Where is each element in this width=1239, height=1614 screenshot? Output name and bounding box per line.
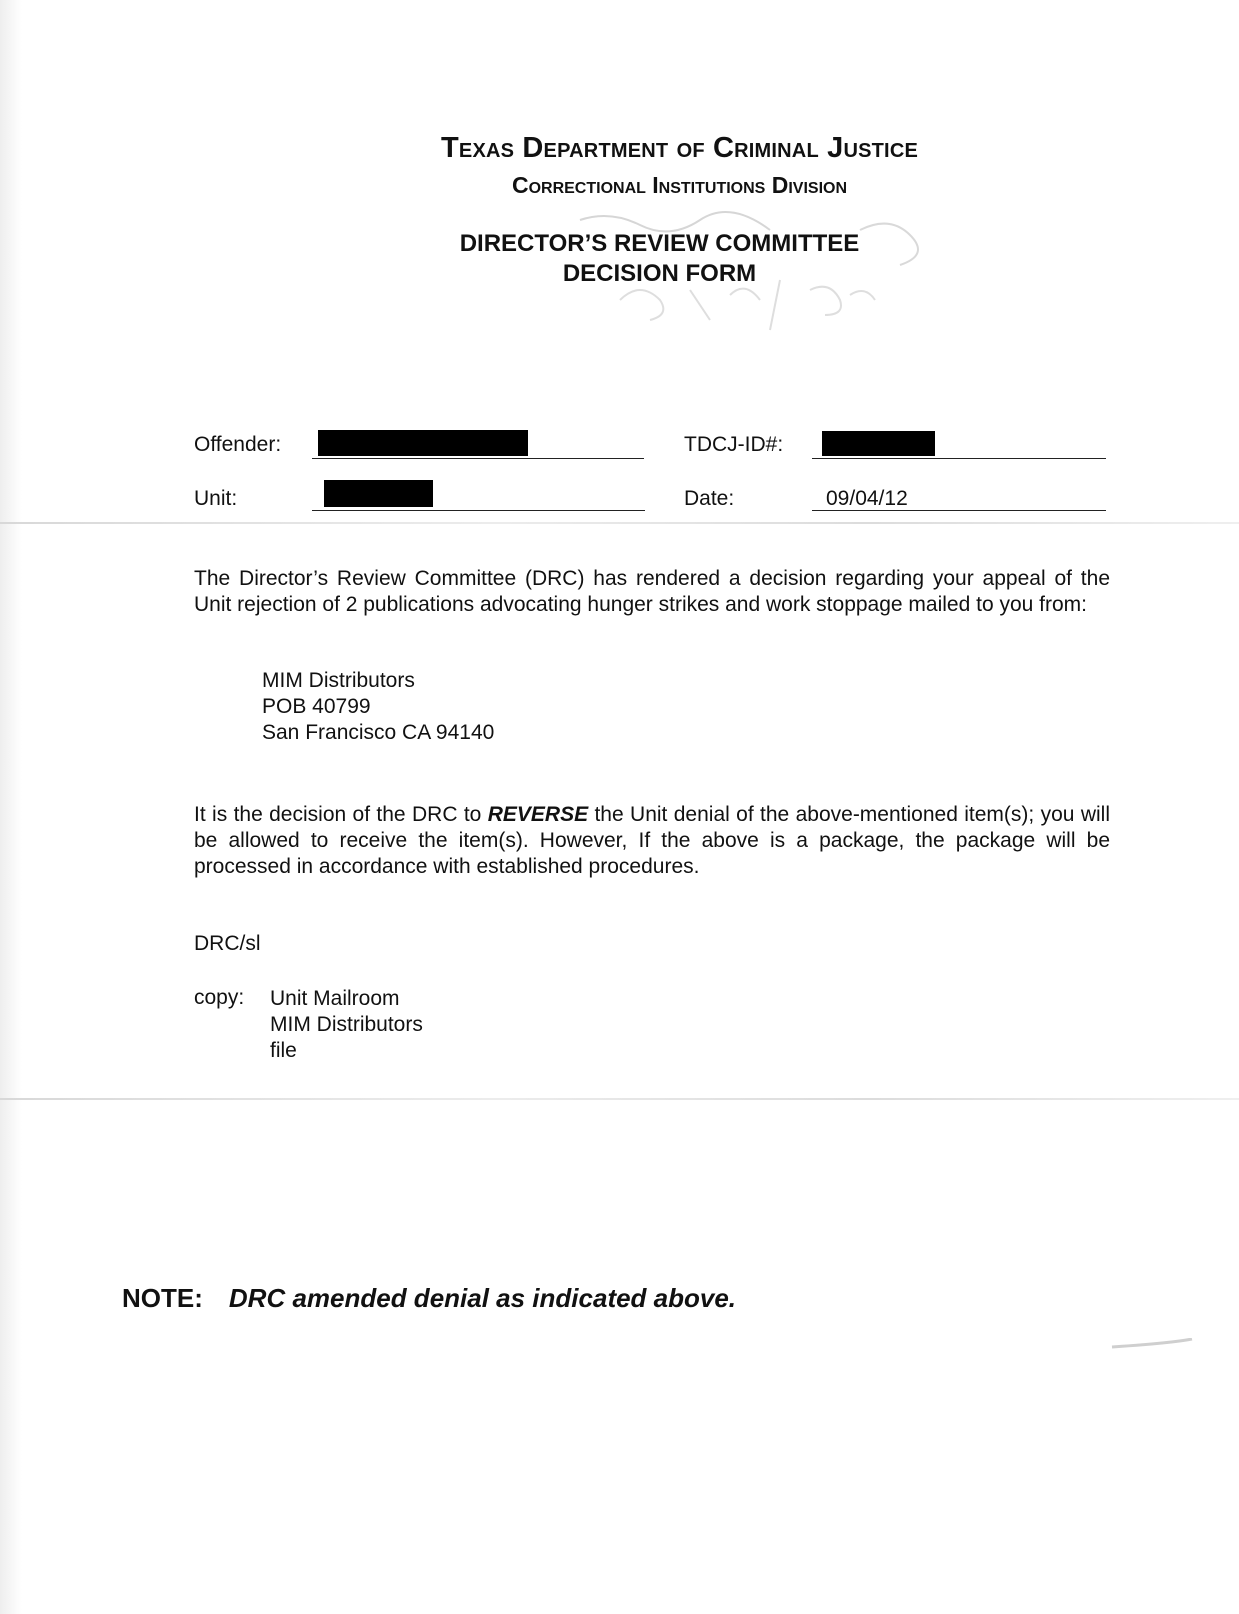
author-initials: DRC/sl [194, 932, 261, 955]
scan-smudge [1110, 1338, 1194, 1350]
copy-label: copy: [194, 986, 245, 1009]
decision-paragraph [194, 802, 1110, 880]
committee-title: DIRECTOR’S REVIEW COMMITTEE [459, 230, 860, 257]
note [122, 1283, 736, 1314]
decision-text: It is the decision of the DRC to [194, 803, 488, 826]
tdcj-id-underline [812, 458, 1106, 459]
date-value: 09/04/12 [826, 487, 908, 510]
address-line: POB 40799 [262, 695, 371, 718]
unit-redaction [324, 480, 433, 507]
form-name: DECISION FORM [562, 260, 757, 287]
scan-edge-shading [0, 0, 22, 1614]
fold-crease [0, 522, 1239, 524]
offender-redaction [318, 430, 528, 456]
sender-address [262, 668, 494, 746]
fold-crease [0, 1098, 1239, 1100]
offender-label: Offender: [194, 433, 282, 456]
copy-recipient: file [270, 1039, 297, 1062]
copy-recipient: MIM Distributors [270, 1013, 423, 1036]
date-underline [812, 510, 1106, 511]
date-label: Date: [684, 487, 735, 510]
tdcj-id-label: TDCJ-ID#: [684, 433, 784, 456]
agency-title: Texas Department of Criminal Justice [440, 132, 918, 164]
copy-recipient: Unit Mailroom [270, 987, 400, 1010]
note-text: DRC amended denial as indicated above. [228, 1283, 737, 1313]
decision-intro-paragraph: The Director’s Review Committee (DRC) has rendered a decision regarding your appeal of the Unit rejection of 2 publications advocating hunger strikes and work stoppage mailed to you from: [194, 567, 1110, 616]
note-label: NOTE: [122, 1283, 203, 1313]
tdcj-id-redaction [822, 431, 935, 456]
decision-text: the Unit denial of the above-mentioned item(s); you will be allowed to receive the item(s). However, If the above is a package, the package will be processed in accordance with established procedures. [194, 803, 1110, 878]
copy-recipients [270, 986, 423, 1064]
division-title: Correctional Institutions Division [511, 172, 848, 198]
unit-label: Unit: [194, 487, 238, 510]
unit-underline [312, 510, 645, 511]
decision-verdict: REVERSE [487, 803, 589, 826]
address-line: San Francisco CA 94140 [262, 721, 495, 744]
address-line: MIM Distributors [262, 669, 415, 692]
offender-underline [312, 458, 644, 459]
